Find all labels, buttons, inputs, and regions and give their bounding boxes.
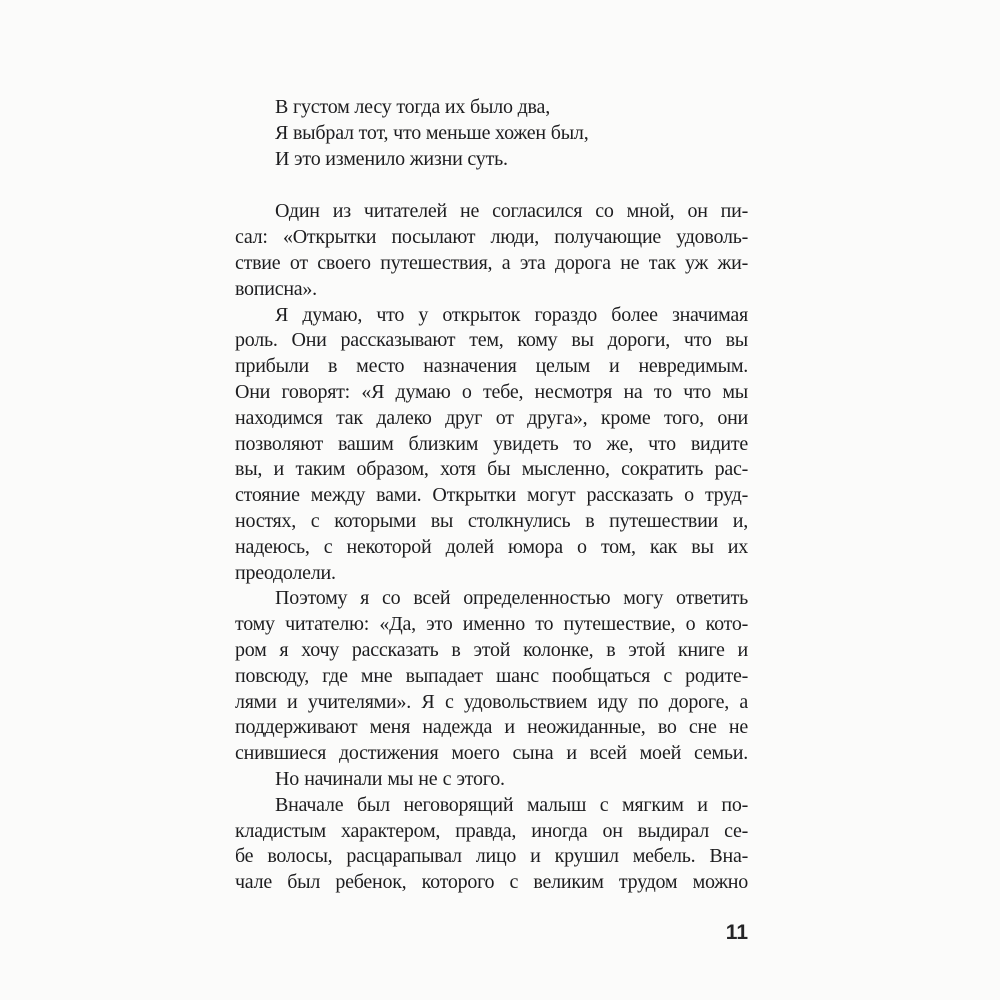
text-line: вописна».	[235, 277, 317, 300]
text-line: снившиеся достижения моего сына и всей моей семьи.	[235, 742, 748, 765]
text-line: позволяют вашим близким увидеть то же, что видите	[235, 432, 748, 455]
text-line: поддерживают меня надежда и неожиданные, во сне не	[235, 716, 748, 739]
text-line: повсюду, где мне выпадает шанс пообщаться с родите-	[235, 664, 748, 687]
paragraph	[235, 767, 748, 793]
text-line: Поэтому я со всей определенностью могу ответить	[275, 587, 748, 610]
text-line: надеюсь, с некоторой долей юмора о том, как вы их	[235, 535, 748, 558]
text-line: ностях, с которыми вы столкнулись в путешествии и,	[235, 509, 748, 532]
text-line: преодолели.	[235, 561, 336, 584]
body-paragraphs	[235, 199, 748, 896]
paragraph	[235, 303, 748, 587]
paragraph	[235, 793, 748, 896]
text-line: Вначале был неговорящий малыш с мягким и по-	[275, 793, 748, 816]
text-line: чале был ребенок, которого с великим трудом можно	[235, 871, 748, 894]
text-line: Они говорят: «Я думаю о тебе, несмотря на то что мы	[235, 380, 748, 403]
text-line: прибыли в место назначения целым и невредимым.	[235, 355, 748, 378]
paragraph	[235, 586, 748, 767]
text-line: Один из читателей не согласился со мной, он пи-	[275, 200, 748, 223]
poem-line: В густом лесу тогда их было два,	[275, 96, 551, 118]
poem-line: Я выбрал тот, что меньше хожен был,	[275, 121, 589, 144]
text-line: бе волосы, расцарапывал лицо и крушил мебель. Вна-	[235, 845, 748, 868]
poem-line: И это изменило жизни суть.	[275, 147, 508, 170]
text-line: лями и учителями». Я с удовольствием иду по дороге, а	[235, 690, 748, 713]
text-line: Я думаю, что у открыток гораздо более значимая	[275, 303, 748, 326]
text-line: сал: «Открытки посылают люди, получающие удоволь-	[235, 226, 748, 249]
text-block	[235, 95, 748, 896]
poem-block	[235, 95, 748, 172]
text-line: вы, и таким образом, хотя бы мысленно, сократить рас-	[235, 458, 748, 481]
paragraph	[235, 199, 748, 302]
text-line: ром я хочу рассказать в этой колонке, в этой книге и	[235, 638, 748, 661]
text-line: ствие от своего путешествия, а эта дорога не так уж жи-	[235, 251, 748, 274]
text-line: кладистым характером, правда, иногда он выдирал се-	[235, 819, 748, 842]
text-line: роль. Они рассказывают тем, кому вы дороги, что вы	[235, 329, 748, 352]
text-line: стояние между вами. Открытки могут рассказать о труд-	[235, 484, 748, 507]
text-line: тому читателю: «Да, это именно то путешествие, о кото-	[235, 613, 748, 636]
text-line: Но начинали мы не с этого.	[275, 767, 505, 790]
page-number: 11	[725, 921, 748, 944]
text-line: находимся так далеко друг от друга», кроме того, они	[235, 406, 748, 429]
